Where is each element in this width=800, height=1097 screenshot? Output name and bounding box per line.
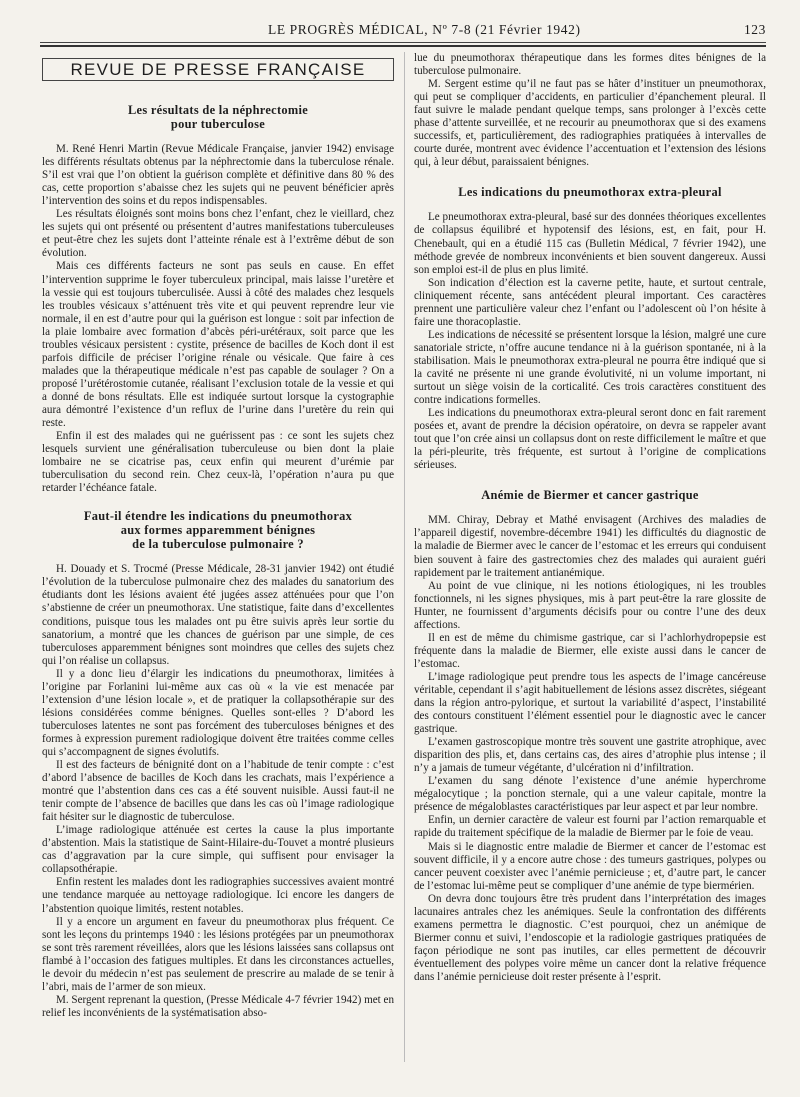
article-title-line: aux formes apparemment bénignes [120,523,316,538]
paragraph: L’examen gastroscopique montre très souvent une gastrite atrophique, avec disparition des plis, et, dans certains cas, des aires d’atrophie plus intense ; il n’y a jamais de tumeur végétante, d’ulcération ni d’infiltration. [414,736,766,775]
paragraph: H. Douady et S. Trocmé (Presse Médicale, 28-31 janvier 1942) ont étudié l’évolution de la tuberculose pulmonaire chez des malades du sanatorium des étudiants dont les lésions avaient été jugées assez atténuées pour que l’on s’abstienne de créer un pneumothorax. Une statistique, faite dans d’excellentes conditions, puisque tous les malades ont pu être suivis après leur sortie du sanatorium, a montré que les chances de guérison par une simple, de ces tuberculoses apparemment bénignes sont moindres que celles des sujets chez qui l’on réalise un collapsus. [42,563,394,667]
paragraph: Les indications du pneumothorax extra-pleural seront donc en fait rarement posées et, avant de prendre la décision opératoire, on devra se rappeler avant tout que l’on crée ainsi un collapsus dont on reste difficilement le maître et que la péri-pleurite, très fréquente, est surtout à l’origine de complications sérieuses. [414,407,766,472]
right-column [414,52,766,984]
header-rule-thick [40,45,766,47]
paragraph: Enfin, un dernier caractère de valeur est fourni par l’action remarquable et rapide du traitement spécifique de la maladie de Biermer par le foie de veau. [414,814,766,840]
article-title-nephrectomie [42,103,394,131]
paragraph: Enfin restent les malades dont les radiographies successives avaient montré une tendance marquée au nettoyage radiologique. Ici encore les dangers de l’abstention quoique limités, restent notables. [42,876,394,915]
paragraph: Il y a encore un argument en faveur du pneumothorax plus fréquent. Ce sont les leçons du printemps 1940 : les lésions protégées par un pneumothorax se sont très rarement réveillées, alors que les lésions laissées sans collapsus ont flambé à l’occasion des fatigues multiples. Et dans les circonstances actuelles, le devoir du médecin n’est pas seulement de prescrire au malade de se tenir à l’abri, mais de l’armer de son mieux. [42,915,394,993]
paragraph: Mais ces différents facteurs ne sont pas seuls en cause. En effet l’intervention supprime le foyer tuberculeux principal, mais laisse l’uretère et la vessie qui est toujours tuberculisée. Aussi à côté des malades chez lesquels les troubles vésicaux s’atténuent très vite et qui peuvent reprendre leur vie normale, il en est d’autre pour qui la guérison est longue : soit par infection de la plaie lombaire avec formation d’abcès péri-urétéraux, soit parce que les troubles vésicaux persistent : cystite, présence de bacilles de Koch dont il est parfois difficile de préciser l’origine rénale ou vésicale. Que faire à ces malades que la thérapeutique médicale n’est pas capable de soulager ? On a proposé l’urétérostomie cutanée, réalisant l’exclusion totale de la vessie et qui a donné de bons résultats. Elle est indiquée surtout lorsque la cystographie aura démontré l’existence d’un reflux de l’urine dans l’uretère du rein qui reste. [42,260,394,430]
paragraph: L’examen du sang dénote l’existence d’une anémie hyperchrome mégalocytique ; la ponction sternale, qui a une valeur capitale, montre la présence de mégaloblastes caractéristiques par leur aspect et par leur nombre. [414,775,766,814]
spacer [414,472,766,480]
article-title-extra-pleural: Les indications du pneumothorax extra-pleural [458,185,722,200]
article-title-biermer: Anémie de Biermer et cancer gastrique [481,488,699,503]
paragraph: lue du pneumothorax thérapeutique dans les formes dites bénignes de la tuberculose pulmonaire. [414,52,766,78]
paragraph: Les résultats éloignés sont moins bons chez l’enfant, chez le vieillard, chez les sujets qui ont présenté ou présentent d’autres manifestations tuberculeuses et peut-être chez les sujets dont l’atteinte rénale est à l’extrême début de son évolution. [42,208,394,260]
paragraph: M. Sergent reprenant la question, (Presse Médicale 4-7 février 1942) met en relief les inconvénients de la systématisation abso- [42,993,394,1019]
paragraph: Il y a donc lieu d’élargir les indications du pneumothorax, limitées à l’origine par Forlanini lui-même aux cas où « la vie est menacée par l’extension d’une lésion locale », et de pratiquer la collapsothérapie sur des lésions considérées comme bénignes. Quelles sont-elles ? D’abord les tuberculoses latentes ne sont pas forcément des tuberculoses bénignes et des formes à expression purement radiologique doivent être traitées comme celles qui s’accompagnent de signes évolutifs. [42,667,394,758]
paragraph: Il en est de même du chimisme gastrique, car si l’achlorhydropepsie est fréquente dans la maladie de Biermer, elle existe aussi dans le cancer de l’estomac. [414,631,766,670]
spacer [414,169,766,177]
page-number: 123 [743,22,766,37]
paragraph: MM. Chiray, Debray et Mathé envisagent (Archives des maladies de l’appareil digestif, novembre-décembre 1941) les difficultés du diagnostic de la maladie de Biermer avec le cancer de l’estomac et les erreurs qui conduisent bien souvent à faire des gastrectomies chez des malades qui auraient guéri rapidement par le traitement antianémique. [414,514,766,579]
paragraph: On devra donc toujours être très prudent dans l’interprétation des images lacunaires antrales chez les anémiques. Seule la confrontation des différents examens permettra le diagnostic. C’est pourquoi, chez un anémique de Biermer connu et suivi, l’endoscopie et la radiologie gastriques pratiquées de façon périodique ne sont pas inutiles, car elles permettent de découvrir éventuellement des polypes voire même un cancer dont la relative fréquence dans l’anémie pernicieuse doit rester présente à l’esprit. [414,892,766,983]
paragraph: Le pneumothorax extra-pleural, basé sur des données théoriques excellentes de collapsus équilibré et hypotensif des lésions, est, en fait, pour H. Chenebault, qui en a étudié 115 cas (Bulletin Médical, 7 février 1942), une méthode grevée de nombreux inconvénients et bien souvent dangereux. Aussi son emploi est-il de plus en plus limité. [414,211,766,276]
article-title-line: Faut-il étendre les indications du pneumothorax [83,509,353,524]
section-title: REVUE DE PRESSE FRANÇAISE [42,58,394,81]
paragraph: Son indication d’élection est la caverne petite, haute, et surtout centrale, cliniquement récente, sans antécédent pleural important. Ces caractères prennent une particulière valeur chez l’enfant ou l’adolescent où l’on hésite à faire une thoracoplastie. [414,276,766,328]
article-title-pneumothorax [42,509,394,551]
paragraph: Mais si le diagnostic entre maladie de Biermer et cancer de l’estomac est souvent difficile, il y a encore autre chose : des tumeurs gastriques, polypes ou cancer peuvent coexister avec l’anémie pernicieuse ; et, d’autre part, le cancer de l’estomac lui-même peut se compliquer d’une anémie de type biermérien. [414,840,766,892]
paragraph: L’image radiologique peut prendre tous les aspects de l’image cancéreuse véritable, cependant il s’agit habituellement de lésions assez discrètes, siégeant dans la région antro-pylorique, et surtout la variabilité d’aspect, l’instabilité des contours constituent l’élément essentiel pour le diagnostic avec le cancer gastrique. [414,670,766,736]
paragraph: L’image radiologique atténuée est certes la cause la plus importante d’abstention. Mais la statistique de Saint-Hilaire-du-Touvet a montré plusieurs cas d’aggravation par la cure simple, qui suffisent pour envisager la collapsothérapie. [42,824,394,876]
article-title-line: pour tuberculose [170,117,266,132]
paragraph: Au point de vue clinique, ni les notions étiologiques, ni les troubles fonctionnels, ni les signes physiques, mis à part peut-être la rare glossite de Hunter, ne fournissent d’arguments décisifs pour ou contre l’une des deux affections. [414,579,766,631]
header-rule [40,42,766,43]
paragraph: Il est des facteurs de bénignité dont on a l’habitude de tenir compte : c’est d’abord l’absence de bacilles de Koch dans les crachats, mais l’expérience a montré que l’abstention dans ces cas a été souvent nuisible. Aussi faut-il ne tenir compte de l’absence de bacilles que dans les cas où l’image radiologique fait hésiter sur le diagnostic de tuberculose. [42,759,394,824]
column-divider [404,52,405,1062]
article-title-line: de la tuberculose pulmonaire ? [132,537,304,552]
running-head [40,22,766,40]
paragraph: Enfin il est des malades qui ne guérissent pas : ce sont les sujets chez lesquels survient une généralisation tuberculeuse ou bien dont la plaie lombaire ne se cicatrise pas, ceux enfin qui meurent d’urémie par tuberculisation du second rein. Chez ceux-là, l’opération n’aura pu que retarder l’échéance fatale. [42,430,394,495]
journal-header: LE PROGRÈS MÉDICAL, Nº 7-8 (21 Février 1942) [268,22,581,37]
article-title-line: Les résultats de la néphrectomie [127,103,309,118]
left-column [42,52,394,1020]
paragraph: Les indications de nécessité se présentent lorsque la lésion, malgré une cure sanatoriale stricte, n’offre aucune tendance ni à la guérison spontanée, ni à la stabilisation. Mais le pneumothorax extra-pleural ne pourra être indiqué que si la cavité ne présente ni une grande évolutivité, ni un volume important, ni surtout un siège voisin de la corticalité. Ces trois caractères constituent des contre indications formelles. [414,328,766,407]
paragraph: M. René Henri Martin (Revue Médicale Française, janvier 1942) envisage les différents résultats obtenus par la néphrectomie dans la tuberculose rénale. S’il est vrai que l’on obtient la guérison complète et définitive dans 80 % des cas, cette proportion s’abaisse chez les sujets qui ne peuvent bénéficier après l’intervention des soins et du repos indispensables. [42,143,394,208]
spacer [42,495,394,509]
paragraph: M. Sergent estime qu’il ne faut pas se hâter d’instituer un pneumothorax, qui peut se compliquer d’accidents, en particulier d’épanchement pleural. Il faut suivre le malade pendant quelque temps, sans prolonger à l’excès cette phase d’attente surveillée, et ne recourir au pneumothorax que si des examens successifs, et, particulièrement, des radiographies pratiquées à intervalles de courte durée, montrent avec évidence l’accentuation et l’extension des lésions qui, à leur début, paraissaient bénignes. [414,78,766,169]
